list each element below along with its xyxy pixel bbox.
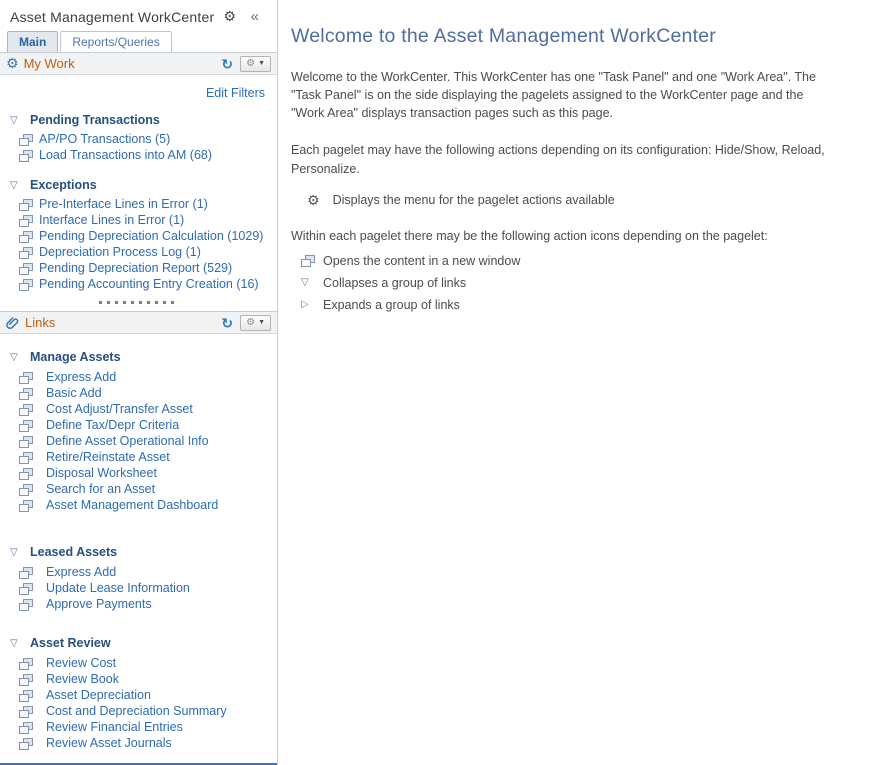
gear-icon: ⚙: [246, 57, 256, 69]
panel-title: Asset Management WorkCenter: [10, 8, 215, 25]
edit-filters-row: [0, 75, 277, 104]
pagelet-link[interactable]: Cost and Depreciation Summary: [46, 704, 227, 718]
action-icons-paragraph: Within each pagelet there may be the following action icons depending on the pagelet:: [291, 228, 768, 243]
list-item: [0, 212, 277, 228]
list-item: [0, 465, 277, 481]
refresh-icon[interactable]: ↻: [221, 314, 234, 331]
pagelet-link[interactable]: Approve Payments: [46, 597, 152, 611]
pagelet-my-work: [0, 52, 277, 304]
group-header-leased-assets[interactable]: [0, 545, 277, 559]
intro-paragraph: Welcome to the WorkCenter. This WorkCenter has one "Task Panel" and one "Work Area". The "Task Panel" is on the side displaying the pagelets assigned to the WorkCenter page and the "Work Area" displays transaction pages such as this page.: [291, 70, 816, 121]
list-item: [0, 703, 277, 719]
new-window-icon[interactable]: [19, 150, 32, 161]
pagelet-link[interactable]: Review Financial Entries: [46, 720, 183, 734]
pagelet-link[interactable]: Update Lease Information: [46, 581, 190, 595]
new-window-icon[interactable]: [19, 583, 32, 594]
pagelet-link[interactable]: Define Tax/Depr Criteria: [46, 418, 180, 432]
collapse-bullet: [291, 274, 836, 292]
new-window-icon[interactable]: [19, 372, 32, 383]
list-item: [0, 564, 277, 580]
pagelet-link[interactable]: Retire/Reinstate Asset: [46, 450, 170, 464]
new-window-icon[interactable]: [19, 452, 32, 463]
chevron-down-icon: ▼: [258, 59, 265, 67]
group-header-asset-review[interactable]: [0, 636, 277, 650]
pagelet-menu-button[interactable]: [240, 315, 271, 331]
new-window-icon[interactable]: [19, 674, 32, 685]
pagelet-link[interactable]: Asset Depreciation: [46, 688, 151, 702]
new-window-icon[interactable]: [19, 404, 32, 415]
pagelet-link[interactable]: Asset Management Dashboard: [46, 498, 219, 512]
my-work-title: My Work: [23, 56, 75, 71]
pagelet-links: [0, 311, 277, 751]
my-work-gear-icon: ⚙: [6, 55, 19, 71]
pagelet-link[interactable]: Define Asset Operational Info: [46, 434, 209, 448]
pagelet-link[interactable]: Pending Accounting Entry Creation (16): [39, 277, 259, 291]
list-item: [0, 385, 277, 401]
new-window-icon[interactable]: [19, 484, 32, 495]
new-window-icon[interactable]: [19, 500, 32, 511]
expand-bullet: [291, 296, 836, 314]
links-actions: [221, 315, 271, 331]
list-item: [0, 276, 277, 292]
pagelet-link[interactable]: Review Book: [46, 672, 119, 686]
pagelet-link[interactable]: Express Add: [46, 370, 117, 384]
pagelet-link[interactable]: Review Asset Journals: [46, 736, 172, 750]
gear-icon: ⚙: [307, 191, 320, 208]
collapse-triangle-icon[interactable]: ▽: [10, 546, 18, 558]
list-item: [0, 244, 277, 260]
new-window-icon[interactable]: [19, 658, 32, 669]
task-panel: [0, 0, 278, 765]
list-item: [0, 196, 277, 212]
panel-gear-icon[interactable]: ⚙: [223, 8, 236, 24]
collapse-triangle-icon[interactable]: ▽: [10, 351, 18, 363]
group-header-manage-assets[interactable]: [0, 350, 277, 364]
chevron-down-icon: ▼: [258, 318, 265, 326]
new-window-icon[interactable]: [19, 420, 32, 431]
collapse-triangle-icon[interactable]: ▽: [10, 637, 18, 649]
list-item: [0, 401, 277, 417]
list-item: [0, 417, 277, 433]
list-item: [0, 655, 277, 671]
collapse-triangle-icon[interactable]: ▽: [10, 114, 18, 126]
pagelet-link[interactable]: Pre-Interface Lines in Error (1): [39, 197, 208, 211]
refresh-icon[interactable]: ↻: [221, 55, 234, 72]
new-window-icon[interactable]: [19, 722, 32, 733]
work-area: [278, 0, 869, 765]
group-header-exceptions[interactable]: [0, 178, 277, 192]
pagelet-link[interactable]: Pending Depreciation Report (529): [39, 261, 233, 275]
pagelet-link[interactable]: Review Cost: [46, 656, 117, 670]
list-item: [0, 671, 277, 687]
list-item: [0, 687, 277, 703]
new-window-icon[interactable]: [19, 199, 32, 210]
list-item: [0, 260, 277, 276]
list-item: [0, 735, 277, 751]
bullet-label: Collapses a group of links: [323, 275, 467, 290]
list-item: [0, 449, 277, 465]
new-window-icon[interactable]: [19, 706, 32, 717]
list-item: [0, 131, 277, 147]
group-title: Exceptions: [30, 178, 97, 192]
new-window-icon[interactable]: [19, 215, 32, 226]
list-item: [0, 369, 277, 385]
group-title: Manage Assets: [30, 350, 121, 364]
pagelet-link[interactable]: Load Transactions into AM (68): [39, 148, 213, 162]
new-window-icon[interactable]: [19, 231, 32, 242]
collapse-triangle-icon[interactable]: ▽: [10, 179, 18, 191]
list-item: [0, 228, 277, 244]
group-title: Leased Assets: [30, 545, 118, 559]
pagelet-resize-handle[interactable]: [99, 301, 179, 304]
list-item: [0, 719, 277, 735]
new-window-bullet: [291, 252, 836, 270]
new-window-icon[interactable]: [19, 436, 32, 447]
tab-main[interactable]: Main: [7, 31, 58, 52]
list-item: [0, 147, 277, 163]
bullet-label: Expands a group of links: [323, 297, 460, 312]
links-title: Links: [25, 315, 56, 330]
collapse-triangle-icon: ▽: [301, 277, 309, 289]
list-item: [0, 481, 277, 497]
pagelet-menu-button[interactable]: [240, 56, 271, 72]
panel-tabs: [0, 31, 277, 52]
my-work-actions: [221, 56, 271, 72]
tab-reports-queries[interactable]: Reports/Queries: [60, 31, 171, 52]
pagelet-link[interactable]: Disposal Worksheet: [46, 466, 157, 480]
pagelet-link[interactable]: Search for an Asset: [46, 482, 156, 496]
new-window-icon[interactable]: [19, 567, 32, 578]
new-window-icon[interactable]: [19, 247, 32, 258]
gear-icon: ⚙: [246, 316, 256, 328]
list-item: [0, 596, 277, 612]
new-window-icon[interactable]: [19, 134, 32, 145]
pagelet-actions-paragraph: Each pagelet may have the following actions depending on its configuration: Hide/Show, Reload, Personalize.: [291, 143, 825, 176]
my-work-header: [0, 52, 277, 75]
new-window-icon[interactable]: [19, 690, 32, 701]
bullet-label: Opens the content in a new window: [323, 253, 521, 268]
pagelet-link[interactable]: Cost Adjust/Transfer Asset: [46, 402, 193, 416]
edit-filters-link[interactable]: Edit Filters: [205, 86, 265, 100]
new-window-icon[interactable]: [19, 279, 32, 290]
links-paperclip-icon: [6, 316, 20, 330]
pagelet-link[interactable]: AP/PO Transactions (5): [39, 132, 171, 146]
list-item: [0, 497, 277, 513]
group-title: Asset Review: [30, 636, 111, 650]
panel-collapse-icon[interactable]: «: [250, 8, 259, 25]
pagelet-link[interactable]: Depreciation Process Log (1): [39, 245, 201, 259]
new-window-icon[interactable]: [19, 388, 32, 399]
page-title: Welcome to the Asset Management WorkCenter: [291, 25, 716, 47]
pagelet-link[interactable]: Express Add: [46, 565, 117, 579]
gear-action-bullet: [291, 193, 836, 207]
list-item: [0, 433, 277, 449]
list-item: [0, 580, 277, 596]
pagelet-link[interactable]: Pending Depreciation Calculation (1029): [39, 229, 264, 243]
panel-header: [0, 0, 277, 31]
links-header: [0, 311, 277, 334]
group-header-pending-transactions[interactable]: [0, 113, 277, 127]
expand-triangle-icon: ▷: [301, 299, 309, 311]
bullet-label: Displays the menu for the pagelet actions available: [332, 192, 615, 207]
new-window-icon: [301, 255, 314, 266]
new-window-icon[interactable]: [19, 468, 32, 479]
new-window-icon[interactable]: [19, 738, 32, 749]
group-title: Pending Transactions: [30, 113, 160, 127]
pagelet-link[interactable]: Interface Lines in Error (1): [39, 213, 185, 227]
new-window-icon[interactable]: [19, 599, 32, 610]
new-window-icon[interactable]: [19, 263, 32, 274]
pagelet-link[interactable]: Basic Add: [46, 386, 102, 400]
